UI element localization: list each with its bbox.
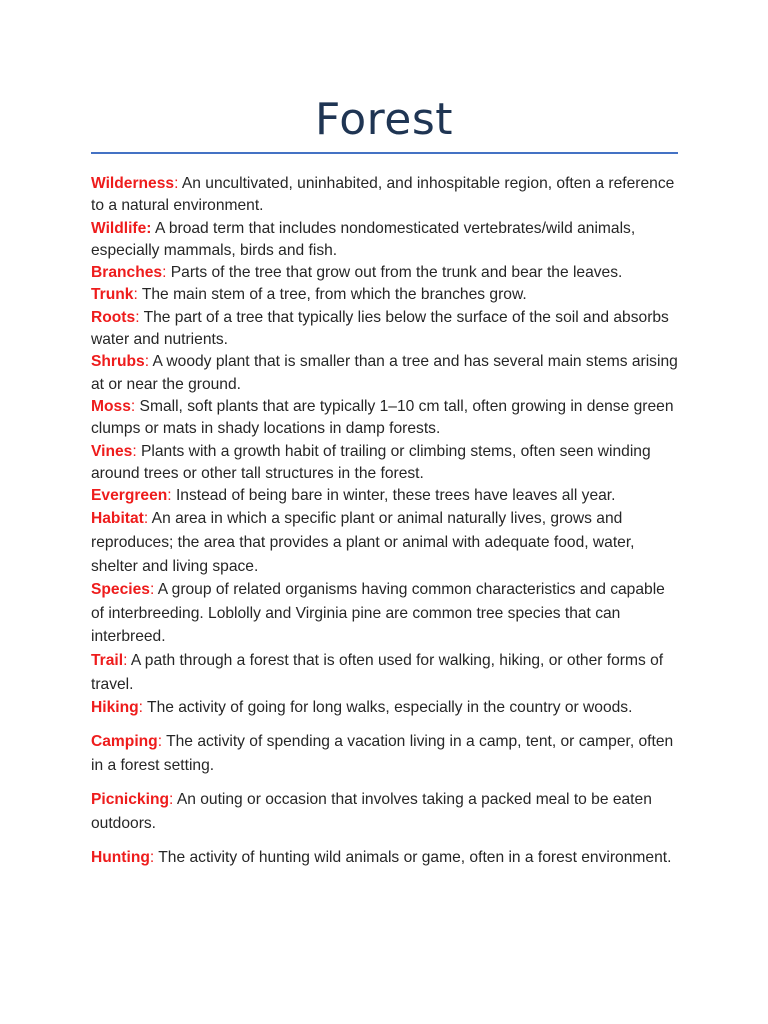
term-definition: An outing or occasion that involves taking a packed meal to be eaten outdoors. [91,791,652,832]
term-definition: A group of related organisms having common characteristics and capable of interbreeding. Loblolly and Virginia pine are common tree species that can interbreed. [91,581,665,646]
term-label: Wildlife: [91,219,152,237]
page-title: Forest [314,94,454,145]
term-definition: Instead of being bare in winter, these trees have leaves all year. [171,487,616,505]
definition-camping: Camping: The activity of spending a vacation living in a camp, tent, or camper, often in a forest setting. [91,733,674,774]
term-label: Habitat [91,510,144,528]
definition-shrubs: Shrubs: A woody plant that is smaller than a tree and has several main stems arising at or near the ground. [91,353,678,393]
term-definition: Small, soft plants that are typically 1–10 cm tall, often growing in dense green clumps or mats in shady locations in damp forests. [91,397,674,438]
term-definition: The main stem of a tree, from which the branches grow. [137,286,527,304]
definition-branches: Branches: Parts of the tree that grow out from the trunk and bear the leaves. [91,264,623,282]
term-definition: The activity of spending a vacation living in a camp, tent, or camper, often in a forest setting. [91,733,674,774]
term-label: Roots [91,308,136,326]
term-label: Shrubs [91,353,145,371]
term-label: Picnicking [91,791,169,809]
term-label: Trunk [91,286,134,304]
term-label: Hiking [91,699,139,717]
definition-picnicking: Picnicking: An outing or occasion that involves taking a packed meal to be eaten outdoors. [91,791,652,832]
definitions-list [91,173,681,870]
term-definition: The activity of going for long walks, especially in the country or woods. [143,699,633,717]
term-definition: Plants with a growth habit of trailing or climbing stems, often seen winding around trees or other tall structures in the forest. [91,442,651,482]
term-label: Branches [91,264,163,282]
definition-trunk: Trunk: The main stem of a tree, from which the branches grow. [91,286,527,304]
definition-wildlife [91,218,681,263]
term-definition: An uncultivated, uninhabited, and inhospitable region, often a reference to a natural environment. [91,175,675,215]
definition-trail: Trail: A path through a forest that is often used for walking, hiking, or other forms of travel. [91,652,664,693]
term-label: Evergreen [91,487,168,505]
term-label: Species [91,581,150,599]
definition-species: Species: A group of related organisms having common characteristics and capable of interbreeding. Loblolly and Virginia pine are common tree species that can interbreed. [91,581,665,646]
definition-evergreen: Evergreen: Instead of being bare in winter, these trees have leaves all year. [91,487,616,505]
term-definition: The part of a tree that typically lies below the surface of the soil and absorbs water and nutrients. [91,308,669,349]
definition-hiking: Hiking: The activity of going for long walks, especially in the country or woods. [91,699,633,717]
definition-vines: Vines: Plants with a growth habit of trailing or climbing stems, often seen winding around trees or other tall structures in the forest. [91,442,651,482]
term-label: Trail [91,652,124,670]
term-label: Camping [91,733,158,751]
term-label: Moss [91,397,131,415]
definition-moss: Moss: Small, soft plants that are typically 1–10 cm tall, often growing in dense green clumps or mats in shady locations in damp forests. [91,397,674,438]
term-definition: The activity of hunting wild animals or game, often in a forest environment. [154,848,672,866]
term-definition: Parts of the tree that grow out from the trunk and bear the leaves. [166,264,623,282]
definition-habitat: Habitat: An area in which a specific plant or animal naturally lives, grows and reproduces; the area that provides a plant or animal with adequate food, water, shelter and living space. [91,510,635,575]
term-definition: A woody plant that is smaller than a tree and has several main stems arising at or near the ground. [91,353,678,393]
term-label: Wilderness [91,175,175,192]
definition-roots: Roots: The part of a tree that typically lies below the surface of the soil and absorbs water and nutrients. [91,308,669,349]
term-label: Hunting [91,848,150,866]
definition-wilderness: Wilderness: An uncultivated, uninhabited, and inhospitable region, often a reference to a natural environment. [91,175,675,215]
term-definition: A broad term that includes nondomesticated vertebrates/wild animals, especially mammals, birds and fish. [91,219,636,259]
term-label: Vines [91,442,133,460]
definition-hunting: Hunting: The activity of hunting wild animals or game, often in a forest environment. [91,848,672,866]
title-underline [91,152,678,154]
term-definition: An area in which a specific plant or animal naturally lives, grows and reproduces; the area that provides a plant or animal with adequate food, water, shelter and living space. [91,510,635,575]
term-definition: A path through a forest that is often used for walking, hiking, or other forms of travel. [91,652,664,693]
